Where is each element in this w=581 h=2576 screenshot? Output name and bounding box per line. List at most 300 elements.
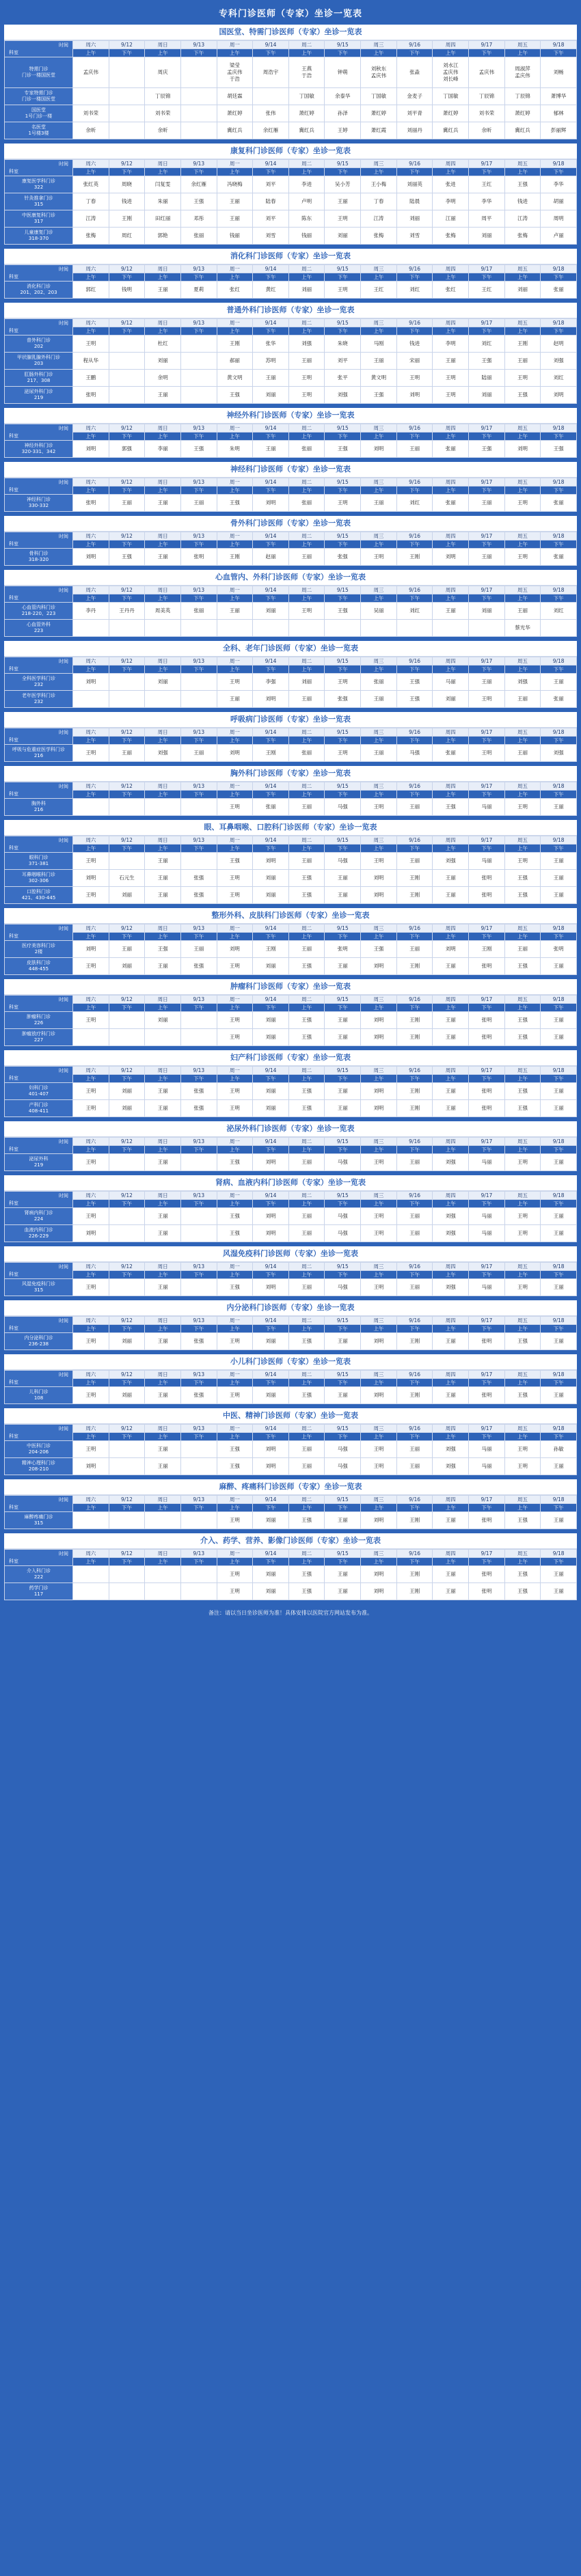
doctor-cell [73, 1566, 109, 1583]
doctor-name: 刘丽 [265, 392, 276, 398]
day-header: 9/13 [180, 836, 217, 845]
doctor-cell [217, 1441, 253, 1458]
doctor-cell [541, 887, 577, 904]
doctor-name: 王丽 [373, 696, 384, 702]
am-header: 上午 [217, 1075, 253, 1083]
corner-dept-label: 科室 [9, 1380, 18, 1385]
doctor-name: 马强 [337, 1159, 348, 1165]
corner-time-label: 时间 [59, 1068, 68, 1073]
am-header: 上午 [288, 1433, 325, 1441]
doctor-name: 刘强 [445, 1284, 456, 1290]
doctor-cell [541, 745, 577, 762]
pm-header: 下午 [253, 666, 289, 674]
day-header: 周六 [73, 996, 109, 1004]
doctor-name: 王刚 [265, 946, 276, 952]
doctor-name: 王丽 [445, 1105, 456, 1111]
pm-header: 下午 [469, 594, 505, 603]
section-title: 康复科门诊医师（专家）坐诊一览表 [4, 143, 577, 159]
am-header: 上午 [73, 487, 109, 495]
doctor-name: 王强 [121, 553, 132, 560]
doctor-cell [180, 745, 217, 762]
pm-header: 下午 [180, 487, 217, 495]
corner-dept-label: 科室 [9, 169, 18, 174]
doctor-cell [217, 353, 253, 370]
doctor-name: 王强 [517, 1517, 528, 1523]
section-title: 麻醉、疼痛科门诊医师（专家）坐诊一览表 [4, 1479, 577, 1495]
corner-time-label: 时间 [59, 320, 68, 326]
doctor-name: 黄文明 [370, 374, 387, 381]
doctor-name: 刘明 [85, 946, 96, 952]
doctor-cell [180, 1100, 217, 1117]
doctor-cell [253, 1029, 289, 1046]
am-header: 上午 [73, 1504, 109, 1512]
section-title: 肾病、血液内科门诊医师（专家）坐诊一览表 [4, 1175, 577, 1191]
day-header: 周日 [145, 836, 181, 845]
corner-dept-label: 科室 [9, 595, 18, 601]
doctor-cell [361, 105, 397, 122]
doctor-name: 郝丽 [229, 357, 240, 364]
pm-header: 下午 [469, 487, 505, 495]
doctor-cell [253, 282, 289, 299]
doctor-cell [73, 122, 109, 139]
doctor-cell [288, 1154, 325, 1171]
day-header: 9/12 [109, 1263, 145, 1271]
doctor-cell [433, 958, 469, 975]
doctor-cell [288, 193, 325, 210]
pm-header: 下午 [180, 168, 217, 176]
schedule-section [4, 766, 577, 816]
schedule-table [4, 836, 577, 904]
doctor-cell [504, 282, 541, 299]
day-header: 9/13 [180, 1371, 217, 1379]
doctor-cell [73, 958, 109, 975]
doctor-name: 王丽 [193, 946, 204, 952]
doctor-cell [180, 870, 217, 887]
pm-header: 下午 [469, 1558, 505, 1566]
day-header: 周四 [433, 996, 469, 1004]
pm-header: 下午 [469, 737, 505, 745]
department-room-cell: 泌尿外科 219 [5, 1154, 73, 1171]
day-header: 周三 [361, 478, 397, 487]
doctor-cell [396, 1458, 433, 1475]
doctor-cell [504, 1566, 541, 1583]
doctor-cell [469, 370, 505, 387]
doctor-name: 李明 [445, 340, 456, 346]
day-header: 周一 [217, 319, 253, 327]
day-header: 9/14 [253, 657, 289, 666]
doctor-name: 王丽 [337, 1571, 348, 1577]
doctor-cell [396, 603, 433, 620]
day-header: 周日 [145, 160, 181, 168]
doctor-name: 王明 [301, 607, 312, 614]
doctor-name: 陈东 [301, 215, 312, 221]
day-header: 周五 [504, 532, 541, 540]
doctor-name: 朱明 [229, 446, 240, 452]
corner-header [5, 924, 73, 941]
department-room-cell: 眼科门诊 371-381 [5, 853, 73, 870]
doctor-name: 刘红 [409, 286, 420, 292]
doctor-name: 张明 [193, 553, 204, 560]
doctor-cell [541, 620, 577, 637]
doctor-cell [469, 941, 505, 958]
day-header: 9/14 [253, 424, 289, 433]
doctor-cell [396, 335, 433, 353]
doctor-name: 王丽 [337, 1088, 348, 1094]
pm-header: 下午 [325, 327, 361, 335]
doctor-cell [145, 674, 181, 691]
day-header: 周五 [504, 424, 541, 433]
doctor-cell [361, 1583, 397, 1600]
section-title: 神经外科门诊医师（专家）坐诊一览表 [4, 408, 577, 424]
am-header: 上午 [217, 1325, 253, 1333]
doctor-cell [361, 870, 397, 887]
am-header: 上午 [288, 1558, 325, 1566]
doctor-cell [433, 941, 469, 958]
day-header: 周五 [504, 478, 541, 487]
doctor-cell [180, 603, 217, 620]
pm-header: 下午 [469, 1004, 505, 1012]
day-header: 9/18 [541, 1496, 577, 1504]
doctor-cell [73, 105, 109, 122]
pm-header: 下午 [396, 1325, 433, 1333]
day-header: 周二 [288, 924, 325, 933]
pm-header: 下午 [541, 1325, 577, 1333]
day-header: 周五 [504, 996, 541, 1004]
doctor-cell [361, 1083, 397, 1100]
day-header: 周一 [217, 996, 253, 1004]
day-header: 周三 [361, 657, 397, 666]
department-room-cell: 精神心理科门诊 208-210 [5, 1458, 73, 1475]
doctor-name: 石元生 [119, 875, 135, 881]
am-header: 上午 [504, 1379, 541, 1387]
doctor-cell [433, 1208, 469, 1225]
doctor-name: 王强 [229, 499, 240, 506]
am-header: 上午 [145, 168, 181, 176]
schedule-section [4, 143, 577, 245]
day-header: 9/15 [325, 657, 361, 666]
pm-header: 下午 [541, 845, 577, 853]
doctor-name: 王丽 [301, 1213, 312, 1219]
am-header: 上午 [145, 737, 181, 745]
day-header: 9/18 [541, 265, 577, 273]
corner-header [5, 160, 73, 176]
doctor-name: 马丽 [481, 1446, 492, 1452]
doctor-name: 王丽 [409, 1446, 420, 1452]
table-row [5, 105, 577, 122]
doctor-name: 邓彤 [193, 215, 204, 221]
pm-header: 下午 [396, 1004, 433, 1012]
doctor-cell [469, 745, 505, 762]
doctor-name: 刘明 [373, 875, 384, 881]
doctor-cell [73, 1333, 109, 1350]
doctor-name: 马丽 [481, 858, 492, 864]
am-header: 上午 [73, 737, 109, 745]
day-header: 周日 [145, 1496, 181, 1504]
table-row [5, 853, 577, 870]
pm-header: 下午 [396, 1271, 433, 1279]
am-header: 上午 [433, 1004, 469, 1012]
doctor-cell [396, 799, 433, 816]
doctor-cell [288, 282, 325, 299]
doctor-name: 马丽 [481, 1230, 492, 1236]
doctor-cell [433, 799, 469, 816]
day-header: 周四 [433, 160, 469, 168]
pm-header: 下午 [541, 1433, 577, 1441]
am-header: 上午 [361, 433, 397, 441]
doctor-cell [361, 228, 397, 245]
doctor-cell [433, 441, 469, 458]
doctor-cell [541, 1458, 577, 1475]
doctor-name: 刘丽 [265, 1338, 276, 1344]
doctor-name: 王丽 [553, 1571, 564, 1577]
doctor-name: 王强 [301, 1017, 312, 1023]
day-header: 9/13 [180, 996, 217, 1004]
day-header: 周三 [361, 586, 397, 594]
department-room-cell: 胸外科 216 [5, 799, 73, 816]
doctor-cell [361, 745, 397, 762]
day-header: 周一 [217, 265, 253, 273]
doctor-name: 刘丽 [265, 1571, 276, 1577]
doctor-cell [325, 1333, 361, 1350]
doctor-cell [433, 1566, 469, 1583]
doctor-name: 李丽 [157, 446, 168, 452]
doctor-name: 王强 [229, 1284, 240, 1290]
doctor-cell [325, 335, 361, 353]
am-header: 上午 [73, 273, 109, 282]
doctor-name: 丁辰锦 [478, 93, 495, 99]
day-header: 周日 [145, 782, 181, 791]
day-header: 周二 [288, 160, 325, 168]
doctor-cell [396, 282, 433, 299]
doctor-cell [541, 603, 577, 620]
doctor-name: 刘明 [373, 1088, 384, 1094]
pm-header: 下午 [325, 1558, 361, 1566]
am-header: 上午 [504, 1146, 541, 1154]
doctor-cell [469, 1458, 505, 1475]
am-header: 上午 [73, 1433, 109, 1441]
doctor-name: 余昕 [157, 127, 168, 133]
doctor-cell [469, 495, 505, 512]
day-header: 9/14 [253, 478, 289, 487]
doctor-cell [396, 441, 433, 458]
day-header: 周日 [145, 728, 181, 737]
doctor-cell [325, 1208, 361, 1225]
day-header: 周二 [288, 782, 325, 791]
doctor-name: 马刚 [373, 340, 384, 346]
pm-header: 下午 [109, 1325, 145, 1333]
doctor-name: 萧红婷 [227, 110, 243, 116]
doctor-name: 马强 [337, 1463, 348, 1469]
department-room-cell: 消化科门诊 201、202、203 [5, 282, 73, 299]
section-title: 国医堂、特需门诊医师（专家）坐诊一览表 [4, 25, 577, 40]
doctor-cell [433, 603, 469, 620]
doctor-name: 刘丽 [121, 1392, 132, 1398]
corner-header [5, 728, 73, 745]
pm-header: 下午 [180, 1146, 217, 1154]
table-row [5, 1083, 577, 1100]
doctor-name: 王明 [85, 1105, 96, 1111]
pm-header: 下午 [541, 1504, 577, 1512]
day-header: 周三 [361, 1067, 397, 1075]
doctor-name: 吴小芳 [335, 181, 351, 187]
pm-header: 下午 [396, 1379, 433, 1387]
doctor-name: 卢明 [301, 198, 312, 204]
doctor-cell [180, 1512, 217, 1529]
doctor-cell [433, 1387, 469, 1404]
doctor-cell [361, 549, 397, 566]
am-header: 上午 [145, 845, 181, 853]
day-header: 9/14 [253, 782, 289, 791]
doctor-name: 马强 [337, 804, 348, 810]
doctor-cell [469, 1333, 505, 1350]
am-header: 上午 [145, 273, 181, 282]
corner-dept-label: 科室 [9, 274, 18, 279]
day-header: 周四 [433, 1425, 469, 1433]
pm-header: 下午 [180, 1004, 217, 1012]
doctor-name: 王丽 [553, 963, 564, 969]
doctor-name: 萧红婷 [515, 110, 530, 116]
pm-header: 下午 [180, 540, 217, 549]
am-header: 上午 [361, 49, 397, 57]
schedule-section [4, 1479, 577, 1529]
am-header: 上午 [217, 1504, 253, 1512]
day-header: 9/13 [180, 728, 217, 737]
doctor-cell [288, 1512, 325, 1529]
am-header: 上午 [361, 487, 397, 495]
doctor-cell [217, 1512, 253, 1529]
day-header: 周三 [361, 160, 397, 168]
corner-dept-label: 科室 [9, 1147, 18, 1152]
doctor-name: 张丽 [193, 232, 204, 238]
doctor-cell [145, 941, 181, 958]
pm-header: 下午 [325, 791, 361, 799]
table-row [5, 193, 577, 210]
day-header: 周五 [504, 586, 541, 594]
doctor-cell [145, 549, 181, 566]
doctor-cell [541, 210, 577, 228]
day-header: 周四 [433, 1371, 469, 1379]
doctor-cell [109, 1012, 145, 1029]
doctor-name: 刘红 [553, 374, 564, 381]
doctor-cell [73, 495, 109, 512]
doctor-name: 王强 [337, 446, 348, 452]
doctor-name: 王强 [445, 804, 456, 810]
table-row [5, 353, 577, 370]
am-header: 上午 [361, 1075, 397, 1083]
doctor-cell [109, 88, 145, 105]
doctor-name: 王丽 [409, 1284, 420, 1290]
schedule-section [4, 908, 577, 975]
am-header: 上午 [433, 327, 469, 335]
doctor-name: 金麦子 [407, 93, 422, 99]
schedule-section [4, 1408, 577, 1475]
day-header: 周四 [433, 1496, 469, 1504]
am-header: 上午 [217, 168, 253, 176]
doctor-name: 王明 [85, 1213, 96, 1219]
doctor-cell [253, 1441, 289, 1458]
doctor-name: 王丽 [409, 946, 420, 952]
doctor-name: 余明 [157, 374, 168, 381]
doctor-cell [217, 495, 253, 512]
doctor-name: 王强 [481, 446, 492, 452]
doctor-cell [109, 57, 145, 88]
doctor-cell [288, 1387, 325, 1404]
day-header: 周二 [288, 41, 325, 49]
doctor-name: 王丽 [301, 696, 312, 702]
pm-header: 下午 [180, 1271, 217, 1279]
day-header: 周一 [217, 532, 253, 540]
doctor-cell [469, 620, 505, 637]
table-row [5, 799, 577, 816]
doctor-name: 王明 [445, 392, 456, 398]
day-header: 周日 [145, 319, 181, 327]
doctor-name: 张梅 [445, 232, 456, 238]
day-header: 周五 [504, 836, 541, 845]
doctor-cell [253, 1279, 289, 1296]
doctor-cell [504, 1012, 541, 1029]
doctor-cell [361, 958, 397, 975]
doctor-name: 刘强 [553, 357, 564, 364]
pm-header: 下午 [180, 666, 217, 674]
doctor-name: 王明 [301, 392, 312, 398]
day-header: 9/15 [325, 728, 361, 737]
doctor-cell [469, 1279, 505, 1296]
doctor-name: 王丽 [301, 553, 312, 560]
department-room-cell: 骨科门诊 318-320 [5, 549, 73, 566]
section-title: 眼、耳鼻咽喉、口腔科门诊医师（专家）坐诊一览表 [4, 820, 577, 836]
doctor-name: 卢丽 [553, 232, 564, 238]
doctor-cell [253, 370, 289, 387]
doctor-name: 王强 [481, 357, 492, 364]
doctor-name: 刘平 [265, 215, 276, 221]
day-header: 9/18 [541, 41, 577, 49]
doctor-cell [469, 122, 505, 139]
doctor-name: 赵明 [553, 340, 564, 346]
doctor-cell [396, 122, 433, 139]
doctor-cell [217, 282, 253, 299]
table-row [5, 620, 577, 637]
doctor-cell [504, 853, 541, 870]
doctor-cell [288, 853, 325, 870]
doctor-cell [73, 1441, 109, 1458]
day-header: 周二 [288, 265, 325, 273]
doctor-cell [433, 495, 469, 512]
doctor-cell [180, 353, 217, 370]
doctor-name: 陆晨 [409, 198, 420, 204]
doctor-name: 王丽 [157, 286, 168, 292]
am-header: 上午 [361, 1004, 397, 1012]
doctor-name: 刘丽 [481, 607, 492, 614]
day-header: 周一 [217, 424, 253, 433]
doctor-name: 周平 [481, 215, 492, 221]
day-header: 周三 [361, 319, 397, 327]
day-header: 周五 [504, 265, 541, 273]
day-header: 周五 [504, 1138, 541, 1146]
doctor-name: 冀红兵 [299, 127, 314, 133]
doctor-cell [469, 1387, 505, 1404]
doctor-cell [109, 370, 145, 387]
doctor-name: 丁辰锦 [154, 93, 171, 99]
day-header: 9/13 [180, 160, 217, 168]
doctor-cell [361, 1458, 397, 1475]
doctor-name: 余昕 [481, 127, 492, 133]
day-header: 9/18 [541, 1067, 577, 1075]
doctor-name: 王丽 [445, 1338, 456, 1344]
am-header: 上午 [145, 487, 181, 495]
doctor-name: 宋丽 [409, 357, 420, 364]
doctor-name: 孟庆伟 [442, 69, 459, 75]
doctor-name: 王明 [373, 1230, 384, 1236]
